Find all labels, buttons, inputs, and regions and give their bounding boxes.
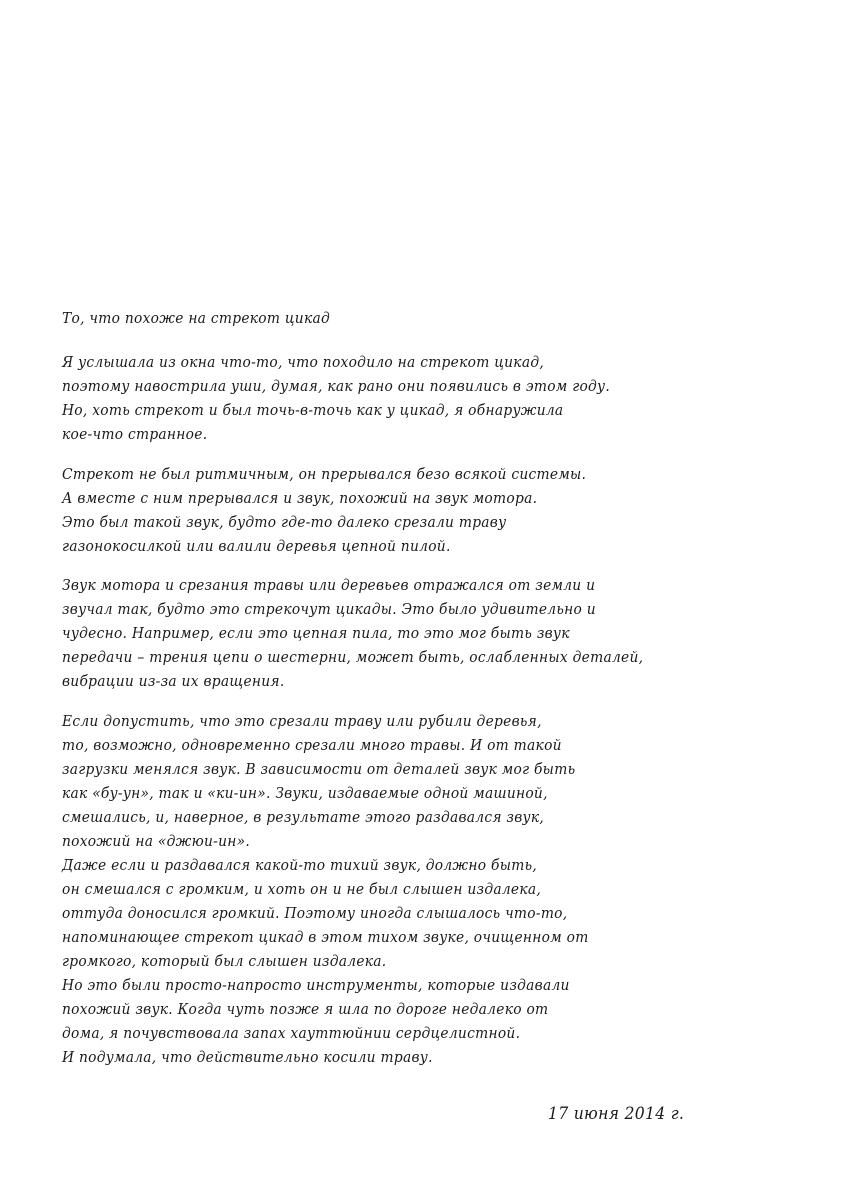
paragraph-3 xyxy=(62,573,643,693)
text-line: Это был такой звук, будто где-то далеко срезали траву xyxy=(62,513,507,531)
text-line: Даже если и раздавался какой-то тихий звук, должно быть, xyxy=(62,856,538,874)
text-line: похожий на «джюи-ин». xyxy=(62,832,251,850)
text-line: вибрации из-за их вращения. xyxy=(62,672,285,690)
text-line: Я услышала из окна что-то, что походило на стрекот цикад, xyxy=(62,353,545,371)
paragraph-5 xyxy=(62,973,570,1069)
text-line: громкого, который был слышен издалека. xyxy=(62,952,387,970)
text-line: он смешался с громким, и хоть он и не был слышен издалека, xyxy=(62,880,542,898)
text-line: А вместе с ним прерывался и звук, похожий на звук мотора. xyxy=(62,489,538,507)
text-line: оттуда доносился громкий. Поэтому иногда слышалось что-то, xyxy=(62,904,568,922)
paragraph-2 xyxy=(62,462,586,558)
text-line: дома, я почувствовала запах хауттюйнии сердцелистной. xyxy=(62,1024,521,1042)
text-line: Если допустить, что это срезали траву или рубили деревья, xyxy=(62,712,542,730)
text-line: передачи – трения цепи о шестерни, может быть, ослабленных деталей, xyxy=(62,648,644,666)
text-line: как «бу-ун», так и «ки-ин». Звуки, издаваемые одной машиной, xyxy=(62,784,548,802)
text-line: кое-что странное. xyxy=(62,425,208,443)
text-line: смешались, и, наверное, в результате этого раздавался звук, xyxy=(62,808,545,826)
text-line: Но это были просто-напросто инструменты, которые издавали xyxy=(62,976,570,994)
text-line: И подумала, что действительно косили траву. xyxy=(62,1048,433,1066)
text-line: загрузки менялся звук. В зависимости от деталей звук мог быть xyxy=(62,760,576,778)
text-line: чудесно. Например, если это цепная пила, то это мог быть звук xyxy=(62,624,570,642)
paragraph-1 xyxy=(62,350,610,446)
text-line: газонокосилкой или валили деревья цепной пилой. xyxy=(62,537,451,555)
text-line: Звук мотора и срезания травы или деревьев отражался от земли и xyxy=(62,576,596,594)
text-line: то, возможно, одновременно срезали много травы. И от такой xyxy=(62,736,562,754)
page-title: То, что похоже на стрекот цикад xyxy=(62,309,331,327)
text-line: напоминающее стрекот цикад в этом тихом звуке, очищенном от xyxy=(62,928,589,946)
text-line: звучал так, будто это стрекочут цикады. Это было удивительно и xyxy=(62,600,596,618)
text-line: поэтому навострила уши, думая, как рано они появились в этом году. xyxy=(62,377,611,395)
text-line: похожий звук. Когда чуть позже я шла по дороге недалеко от xyxy=(62,1000,549,1018)
text-line: Стрекот не был ритмичным, он прерывался безо всякой системы. xyxy=(62,465,587,483)
text-line: Но, хоть стрекот и был точь-в-точь как у цикад, я обнаружила xyxy=(62,401,564,419)
date-signature: 17 июня 2014 г. xyxy=(548,1104,685,1124)
paragraph-4 xyxy=(62,709,589,973)
